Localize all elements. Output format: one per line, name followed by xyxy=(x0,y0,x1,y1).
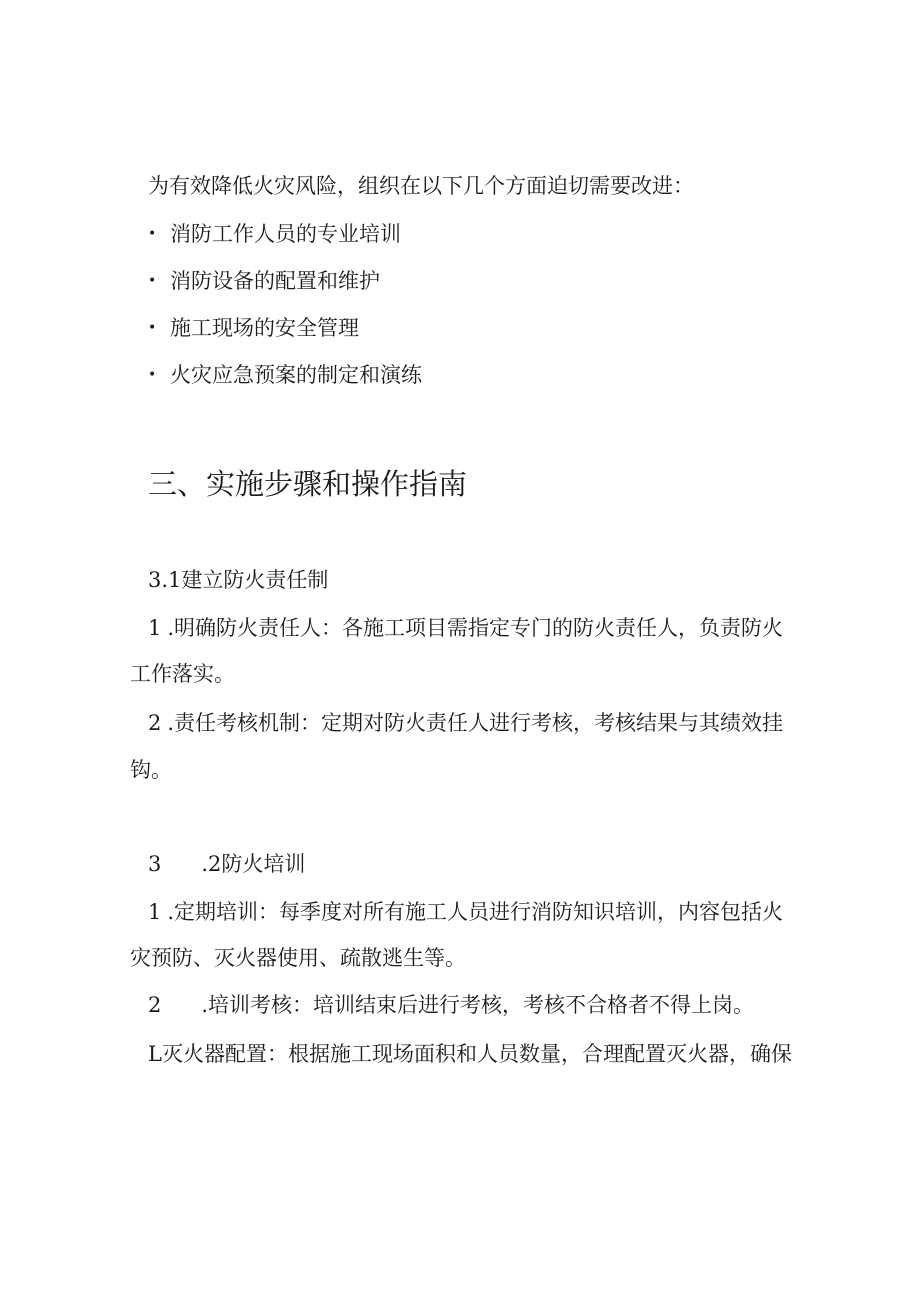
extinguisher-config-line: L灭火器配置：根据施工现场面积和人员数量，合理配置灭火器，确保 xyxy=(148,1042,792,1066)
sub2-item1-line2: 灾预防、灭火器使用、疏散逃生等。 xyxy=(130,946,466,970)
bullet-icon: • xyxy=(148,273,157,289)
bullet-icon: • xyxy=(148,320,157,336)
sub1-item1-line2: 工作落实。 xyxy=(130,662,235,686)
subsection-title-3-2 xyxy=(148,850,305,878)
item-text: .定期培训：每季度对所有施工人员进行消防知识培训，内容包括火 xyxy=(167,900,784,924)
bullet-icon: • xyxy=(148,367,157,383)
item-number: 2 xyxy=(148,993,162,1017)
item-text: .明确防火责任人：各施工项目需指定专门的防火责任人，负责防火 xyxy=(167,616,784,640)
intro-paragraph: 为有效降低火灾风险，组织在以下几个方面迫切需要改进： xyxy=(148,174,694,198)
sub2-item2-line1 xyxy=(148,991,754,1019)
sub1-item1-line1 xyxy=(148,614,783,642)
bullet-item-site-safety xyxy=(148,314,359,342)
bullet-item-training xyxy=(148,220,401,248)
item-number: 1 xyxy=(148,616,162,640)
item-number: 1 xyxy=(148,900,162,924)
sub1-item2-line1 xyxy=(148,709,783,737)
sub1-item2-line2: 钩。 xyxy=(130,758,172,782)
item-text: .责任考核机制：定期对防火责任人进行考核，考核结果与其绩效挂 xyxy=(167,711,784,735)
bullet-text: 消防设备的配置和维护 xyxy=(170,269,380,293)
item-text: .培训考核：培训结束后进行考核，考核不合格者不得上岗。 xyxy=(201,993,755,1017)
bullet-icon: • xyxy=(148,226,157,242)
bullet-item-equipment xyxy=(148,267,380,295)
subsection-title-3-1: 3.1建立防火责任制 xyxy=(148,568,329,592)
bullet-text: 火灾应急预案的制定和演练 xyxy=(170,363,422,387)
bullet-text: 施工现场的安全管理 xyxy=(170,316,359,340)
subsection-number: 3 xyxy=(148,852,162,876)
bullet-item-emergency-plan xyxy=(148,361,422,389)
bullet-text: 消防工作人员的专业培训 xyxy=(170,222,401,246)
subsection-title-text: .2防火培训 xyxy=(201,852,306,876)
section-heading: 三、实施步骤和操作指南 xyxy=(148,467,468,501)
item-number: 2 xyxy=(148,711,162,735)
sub2-item1-line1 xyxy=(148,898,783,926)
